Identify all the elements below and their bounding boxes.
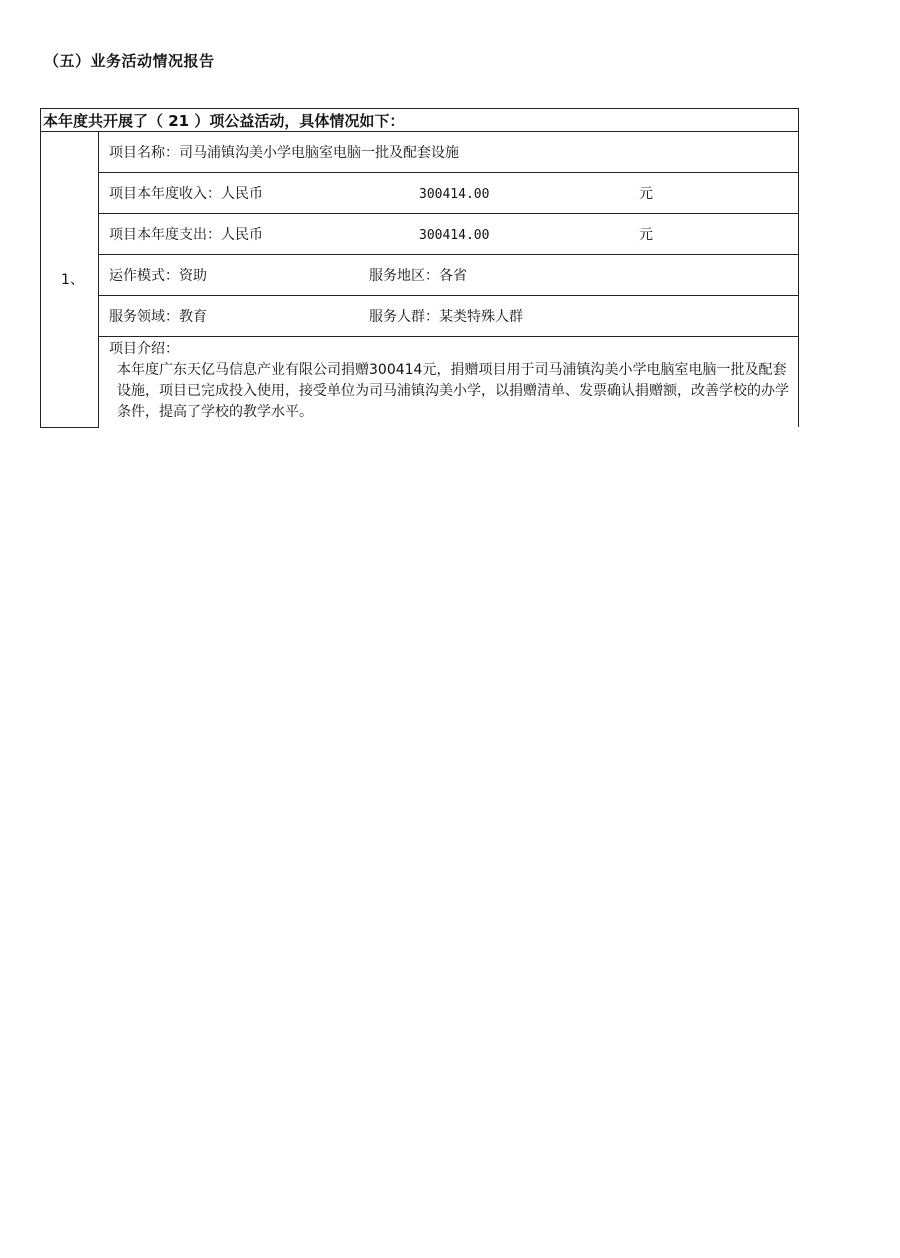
service-region (369, 265, 467, 285)
mode-label: 运作模式： (109, 268, 179, 284)
crowd-value: 某类特殊人群 (439, 309, 523, 325)
intro-label: 项目介绍： (109, 341, 179, 357)
income-cell (99, 173, 799, 214)
income-label: 项目本年度收入：人民币 (109, 186, 263, 202)
field-crowd-row (41, 296, 799, 337)
intro-row (41, 337, 799, 428)
income-unit: 元 (639, 186, 653, 202)
project-name-label: 项目名称： (109, 145, 179, 161)
region-label: 服务地区： (369, 268, 439, 284)
income-amount: 300414.00 (419, 187, 490, 202)
crowd-label: 服务人群： (369, 309, 439, 325)
summary-prefix: 本年度共开展了（ (43, 111, 164, 130)
mode-region-cell (99, 255, 799, 296)
field-value: 教育 (179, 309, 207, 325)
project-name-cell (99, 132, 799, 173)
activity-count: 21 (168, 111, 190, 130)
intro-text: 本年度广东天亿马信息产业有限公司捐赠300414元，捐赠项目用于司马浦镇沟美小学电脑室电脑一批及配套设施，项目已完成投入使用，接受单位为司马浦镇沟美小学，以捐赠清单、发票确认捐赠额，改善学校的办学条件，提高了学校的教学水平。 (117, 362, 789, 420)
expense-amount: 300414.00 (419, 228, 490, 243)
income-row (41, 173, 799, 214)
summary-row (41, 109, 799, 132)
expense-unit: 元 (639, 227, 653, 243)
operation-mode (109, 265, 369, 285)
mode-value: 资助 (179, 268, 207, 284)
region-value: 各省 (439, 268, 467, 284)
summary-suffix: ）项公益活动，具体情况如下： (194, 111, 405, 130)
field-label: 服务领域： (109, 309, 179, 325)
project-name-value: 司马浦镇沟美小学电脑室电脑一批及配套设施 (179, 145, 459, 161)
mode-region-row (41, 255, 799, 296)
expense-row (41, 214, 799, 255)
section-title: （五）业务活动情况报告 (44, 52, 215, 70)
service-field (109, 306, 369, 326)
expense-cell (99, 214, 799, 255)
expense-label: 项目本年度支出：人民币 (109, 227, 263, 243)
project-name-row (41, 132, 799, 173)
activity-report-table (40, 108, 799, 428)
intro-cell (99, 337, 799, 428)
field-crowd-cell (99, 296, 799, 337)
summary-cell (41, 109, 799, 132)
project-index: 1、 (41, 132, 99, 428)
service-crowd (369, 306, 523, 326)
